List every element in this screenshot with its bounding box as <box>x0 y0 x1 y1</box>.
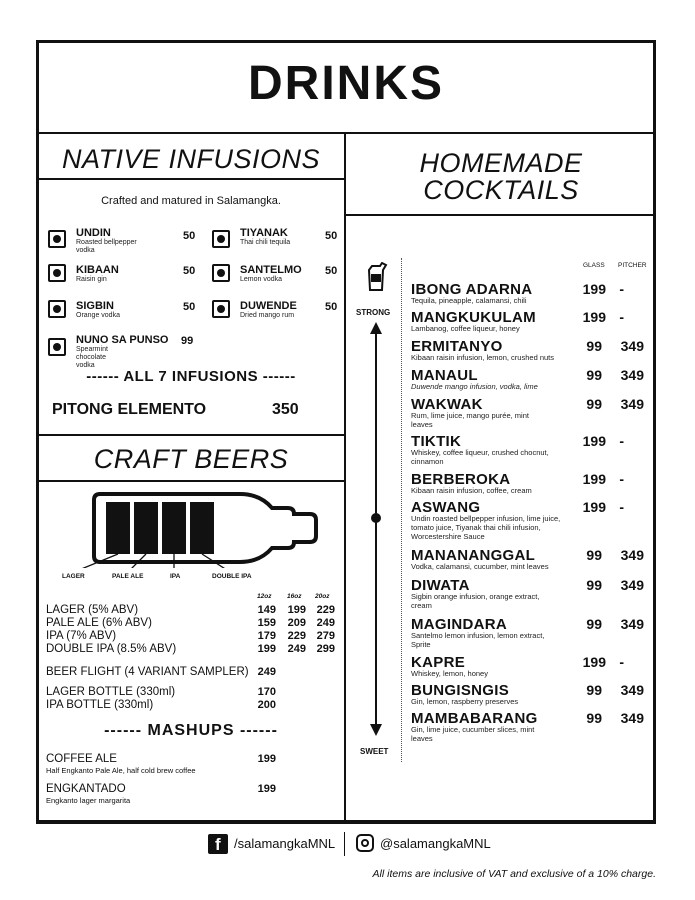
cocktail-glass-price: 99 <box>586 396 602 412</box>
mashup-desc: Half Engkanto Pale Ale, half cold brew coffee <box>46 766 196 775</box>
infusion-desc: Spearmint chocolate vodka <box>76 346 108 369</box>
cocktail-name: TIKTIK <box>411 433 462 450</box>
divider-title <box>36 132 656 134</box>
instagram-icon[interactable] <box>356 834 374 852</box>
bottle-label-ipa: IPA <box>170 573 181 580</box>
instagram-handle[interactable]: @salamangkaMNL <box>380 836 491 851</box>
infusion-price: 50 <box>325 230 338 242</box>
beer-price: 229 <box>287 630 306 642</box>
cocktail-pitcher-price: 349 <box>620 338 644 354</box>
cocktails-heading-line2: COCKTAILS <box>423 175 579 205</box>
native-subtitle: Crafted and matured in Salamangka. <box>101 195 281 207</box>
cocktail-pitcher-price: 349 <box>620 577 644 593</box>
beer-price: 199 <box>287 604 306 616</box>
cocktail-glass-price: 199 <box>582 654 606 670</box>
infusion-name: NUNO SA PUNSO <box>76 334 169 346</box>
divider-cocktails <box>344 214 656 216</box>
divider-beers <box>36 480 346 482</box>
bottle-label-pale-ale: PALE ALE <box>112 573 144 580</box>
infusion-price: 50 <box>183 301 196 313</box>
page-title: DRINKS <box>247 57 444 110</box>
cocktail-glass-price: 199 <box>582 281 606 297</box>
cocktail-name: MANANANGGAL <box>411 547 536 564</box>
cocktail-pitcher-price: - <box>619 281 624 297</box>
cocktail-glass-price: 99 <box>586 682 602 698</box>
beer-price: 249 <box>287 643 306 655</box>
infusion-name: KIBAAN <box>76 264 119 276</box>
cocktails-heading <box>346 150 656 204</box>
cocktail-glass-price: 199 <box>582 471 606 487</box>
cocktail-name: BERBEROKA <box>411 471 511 488</box>
beer-name: IPA (7% ABV) <box>46 630 117 642</box>
facebook-icon[interactable]: f <box>208 834 228 854</box>
mashup-name: COFFEE ALE <box>46 753 117 765</box>
combo-name: PITONG ELEMENTO <box>52 401 207 418</box>
cocktail-desc: Gin, lemon, raspberry preserves <box>411 697 519 706</box>
ipa-bottle-name: IPA BOTTLE (330ml) <box>46 699 154 711</box>
beer-price: 249 <box>316 617 335 629</box>
bottle-label-lager: LAGER <box>62 573 85 580</box>
mashup-name: ENGKANTADO <box>46 783 126 795</box>
lemon-icon <box>212 264 230 282</box>
cocktail-glass-price: 99 <box>586 547 602 563</box>
beer-name: DOUBLE IPA (8.5% ABV) <box>46 643 177 655</box>
cocktail-desc: Sigbin orange infusion, orange extract, cream <box>411 592 540 610</box>
cocktail-name: MAGINDARA <box>411 616 508 633</box>
pitcher-column-header: PITCHER <box>618 262 647 269</box>
cocktail-desc: Tequila, pineapple, calamansi, chili <box>411 296 527 305</box>
infusion-name: SIGBIN <box>76 300 114 312</box>
infusion-desc: Orange vodka <box>76 312 120 319</box>
cocktail-desc: Lambanog, coffee liqueur, honey <box>411 324 520 333</box>
beer-price: 229 <box>316 604 335 616</box>
strong-label: STRONG <box>356 308 391 317</box>
cocktail-desc: Duwende mango infusion, vodka, lime <box>411 382 538 391</box>
beer-price: 299 <box>316 643 335 655</box>
cocktail-name: ERMITANYO <box>411 338 503 355</box>
beer-price: 199 <box>257 643 276 655</box>
cocktail-desc: Whiskey, lemon, honey <box>411 669 488 678</box>
beer-bottle-icon <box>60 488 330 568</box>
cocktail-pitcher-price: - <box>619 499 624 515</box>
beer-name: LAGER (5% ABV) <box>46 604 139 616</box>
cocktail-pitcher-price: 349 <box>620 396 644 412</box>
cocktail-glass-price: 99 <box>586 710 602 726</box>
cocktail-pitcher-price: 349 <box>620 710 644 726</box>
mango-icon <box>212 300 230 318</box>
beer-price: 159 <box>257 617 276 629</box>
infusion-desc: Lemon vodka <box>240 276 283 283</box>
cocktail-name: ASWANG <box>411 499 481 516</box>
cocktail-name: IBONG ADARNA <box>411 281 533 298</box>
bellpepper-icon <box>48 230 66 248</box>
cocktail-glass-price: 99 <box>586 577 602 593</box>
combo-price: 350 <box>272 401 299 418</box>
infusion-desc: Dried mango rum <box>240 312 295 319</box>
beer-name: PALE ALE (6% ABV) <box>46 617 152 629</box>
beers-heading: CRAFT BEERS <box>93 444 289 474</box>
footer-note: All items are inclusive of VAT and exclusive of a 10% charge. <box>372 868 656 880</box>
cocktail-pitcher-price: - <box>619 654 624 670</box>
divider-native <box>36 178 346 180</box>
cocktail-desc: Vodka, calamansi, cucumber, mint leaves <box>411 562 549 571</box>
infusion-price: 50 <box>183 265 196 277</box>
lager-bottle-name: LAGER BOTTLE (330ml) <box>46 686 176 698</box>
infusion-desc: Roasted bellpepper vodka <box>76 239 137 254</box>
social-divider <box>344 832 345 856</box>
cocktail-desc: Undin roasted bellpepper infusion, lime juice, tomato juice, Tiyanak thai chili infusion, Worcestershire Sauce <box>411 514 561 541</box>
dotted-divider <box>401 258 402 762</box>
strength-scale-arrow <box>368 322 384 736</box>
cocktail-pitcher-price: - <box>619 309 624 325</box>
sweet-label: SWEET <box>360 747 389 756</box>
cocktail-pitcher-price: 349 <box>620 616 644 632</box>
all-infusions-label: ------ ALL 7 INFUSIONS ------ <box>86 368 296 385</box>
cocktail-desc: Gin, lime juice, cucumber slices, mint leaves <box>411 725 535 743</box>
beer-flight-price: 249 <box>257 666 276 678</box>
beer-price: 209 <box>287 617 306 629</box>
cocktail-pitcher-price: 349 <box>620 682 644 698</box>
cocktail-pitcher-price: 349 <box>620 367 644 383</box>
mashup-price: 199 <box>257 753 276 765</box>
cocktail-glass-price: 199 <box>582 499 606 515</box>
cocktail-pitcher-price: - <box>619 433 624 449</box>
cocktail-name: BUNGISNGIS <box>411 682 510 699</box>
cocktails-heading-line1: HOMEMADE <box>419 148 583 178</box>
beer-price: 279 <box>316 630 335 642</box>
size-16oz: 16oz <box>287 593 302 600</box>
shaker-icon <box>366 262 388 292</box>
beer-price: 179 <box>257 630 276 642</box>
cocktail-glass-price: 99 <box>586 616 602 632</box>
cocktail-name: DIWATA <box>411 577 470 594</box>
cocktail-desc: Kibaan raisin infusion, lemon, crushed nuts <box>411 353 554 362</box>
native-heading: NATIVE INFUSIONS <box>61 144 321 174</box>
cocktail-name: MANGKUKULAM <box>411 309 536 326</box>
cocktail-glass-price: 99 <box>586 367 602 383</box>
ipa-bottle-price: 200 <box>257 699 276 711</box>
cocktail-name: MANAUL <box>411 367 478 384</box>
facebook-handle[interactable]: /salamangkaMNL <box>234 836 336 851</box>
infusion-price: 50 <box>183 230 196 242</box>
size-20oz: 20oz <box>315 593 330 600</box>
cocktail-name: WAKWAK <box>411 396 483 413</box>
infusion-name: DUWENDE <box>240 300 297 312</box>
cocktail-desc: Rum, lime juice, mango purée, mint leaves <box>411 411 529 429</box>
divider-footer <box>36 820 656 822</box>
infusion-desc: Thai chili tequila <box>240 239 291 246</box>
bottle-label-double-ipa: DOUBLE IPA <box>212 573 252 580</box>
mashups-heading: ------ MASHUPS ------ <box>104 722 278 739</box>
infusion-price: 50 <box>325 265 338 277</box>
infusion-name: TIYANAK <box>240 227 288 239</box>
divider-beers-top <box>36 434 346 436</box>
infusion-name: UNDIN <box>76 227 111 239</box>
cocktail-glass-price: 199 <box>582 309 606 325</box>
infusion-price: 99 <box>181 335 194 347</box>
beer-price: 149 <box>257 604 276 616</box>
beer-flight-name: BEER FLIGHT (4 VARIANT SAMPLER) <box>46 666 249 678</box>
cocktail-name: MAMBABARANG <box>411 710 538 727</box>
mashup-desc: Engkanto lager margarita <box>46 796 131 805</box>
cocktail-desc: Kibaan raisin infusion, coffee, cream <box>411 486 532 495</box>
cocktail-desc: Whiskey, coffee liqueur, crushed chocnut, cinnamon <box>411 448 549 466</box>
lager-bottle-price: 170 <box>257 686 276 698</box>
divider-vertical <box>344 132 346 822</box>
infusion-price: 50 <box>325 301 338 313</box>
cocktail-glass-price: 99 <box>586 338 602 354</box>
cocktail-desc: Santelmo lemon infusion, lemon extract, Sprite <box>411 631 545 649</box>
cocktail-glass-price: 199 <box>582 433 606 449</box>
size-12oz: 12oz <box>257 593 272 600</box>
glass-column-header: GLASS <box>583 262 605 269</box>
chocolate-icon <box>48 338 66 356</box>
cocktail-pitcher-price: 349 <box>620 547 644 563</box>
infusion-desc: Raisin gin <box>76 276 107 283</box>
mashup-price: 199 <box>257 783 276 795</box>
raisin-icon <box>48 264 66 282</box>
cocktail-pitcher-price: - <box>619 471 624 487</box>
cocktail-name: KAPRE <box>411 654 466 671</box>
orange-icon <box>48 300 66 318</box>
chili-icon <box>212 230 230 248</box>
infusion-name: SANTELMO <box>240 264 302 276</box>
